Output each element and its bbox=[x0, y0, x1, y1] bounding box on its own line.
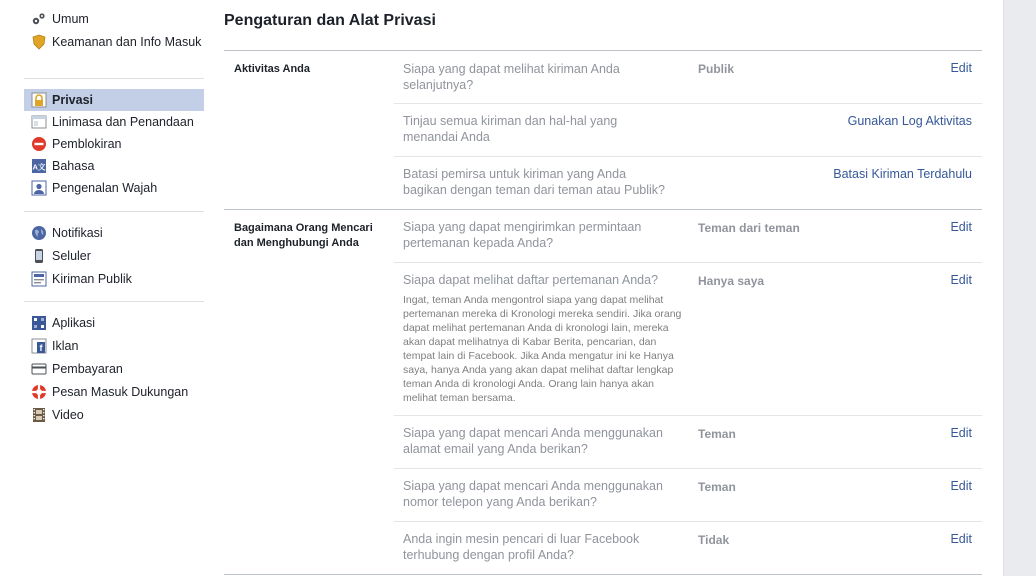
sidebar-group-general bbox=[24, 8, 204, 69]
setting-question: Siapa yang dapat mengirimkan permintaan pertemanan kepada Anda? bbox=[403, 220, 642, 250]
section-divider bbox=[224, 574, 982, 575]
shield-icon bbox=[31, 34, 47, 50]
sidebar-item-kiriman-publik[interactable] bbox=[24, 268, 204, 291]
sidebar-divider bbox=[24, 211, 204, 212]
setting-row-phone-lookup bbox=[394, 469, 982, 521]
setting-question: Tinjau semua kiriman dan hal-hal yang menandai Anda bbox=[403, 114, 618, 144]
lock-icon bbox=[31, 92, 47, 108]
sidebar-item-aplikasi[interactable] bbox=[24, 312, 204, 335]
setting-value: Teman bbox=[698, 480, 736, 494]
setting-value: Teman dari teman bbox=[698, 221, 800, 235]
page-title: Pengaturan dan Alat Privasi bbox=[224, 12, 436, 29]
sidebar-item-keamanan[interactable] bbox=[24, 31, 204, 69]
setting-question: Batasi pemirsa untuk kiriman yang Anda bagikan dengan teman dari teman atau Publik? bbox=[403, 167, 665, 197]
ads-icon bbox=[31, 338, 47, 354]
sidebar-group-privacy bbox=[24, 89, 204, 199]
section-title-cari-hubungi: Bagaimana Orang Mencari dan Menghubungi Anda bbox=[234, 222, 373, 249]
section-title-aktivitas: Aktivitas Anda bbox=[234, 63, 311, 75]
sidebar-item-iklan[interactable] bbox=[24, 335, 204, 358]
setting-value: Publik bbox=[698, 62, 735, 76]
sidebar-item-umum[interactable] bbox=[24, 8, 204, 31]
sidebar-item-pembayaran[interactable] bbox=[24, 358, 204, 381]
setting-question: Siapa yang dapat mencari Anda menggunakan nomor telepon yang Anda berikan? bbox=[403, 479, 663, 509]
face-icon bbox=[31, 180, 47, 196]
edit-link[interactable]: Edit bbox=[950, 479, 972, 493]
sidebar-item-bahasa[interactable] bbox=[24, 155, 204, 177]
setting-row-friends-list bbox=[394, 263, 982, 415]
sidebar-divider bbox=[24, 301, 204, 302]
sidebar-item-label: Video bbox=[52, 408, 84, 422]
language-icon bbox=[31, 158, 47, 174]
sidebar-item-label: Pesan Masuk Dukungan bbox=[52, 385, 189, 399]
svg-text:A文: A文 bbox=[32, 162, 46, 172]
sidebar-item-pengenalan-wajah[interactable] bbox=[24, 177, 204, 199]
setting-question: Siapa yang dapat mencari Anda menggunakan alamat email yang Anda berikan? bbox=[403, 426, 663, 456]
setting-row-post-audience bbox=[394, 51, 982, 103]
sidebar-item-label: Seluler bbox=[52, 249, 91, 263]
sidebar-item-label: Kiriman Publik bbox=[52, 272, 132, 286]
setting-row-activity-log bbox=[394, 104, 982, 156]
edit-link[interactable]: Edit bbox=[950, 273, 972, 287]
setting-question: Anda ingin mesin pencari di luar Facebook terhubung dengan profil Anda? bbox=[403, 532, 640, 562]
setting-note: Ingat, teman Anda mengontrol siapa yang dapat melihat pertemanan mereka di Kronologi mereka sendiri. Jika orang dapat melihat pertemanan Anda di kronologi lain, mereka akan dapat melihatnya di Kabar Berita, pencarian, dan tempat lain di Facebook. Jika Anda mengatur ini ke Hanya saya, hanya Anda yang akan dapat melihat daftar lengkap teman Anda di kronologi Anda. Orang lain hanya akan melihat teman bersama. bbox=[403, 294, 682, 404]
sidebar-item-label: Aplikasi bbox=[52, 316, 96, 330]
globe-icon bbox=[31, 225, 47, 241]
lifebuoy-icon bbox=[31, 384, 47, 400]
sidebar-item-privasi[interactable] bbox=[24, 89, 204, 111]
setting-question: Siapa yang dapat melihat kiriman Anda selanjutnya? bbox=[403, 62, 620, 92]
gears-icon bbox=[31, 11, 47, 27]
privacy-settings-panel bbox=[204, 0, 1004, 576]
block-icon bbox=[31, 136, 47, 152]
edit-link[interactable]: Edit bbox=[950, 220, 972, 234]
activity-log-link[interactable]: Gunakan Log Aktivitas bbox=[847, 114, 972, 128]
setting-value: Teman bbox=[698, 427, 736, 441]
sidebar-item-pesan-dukungan[interactable] bbox=[24, 381, 204, 404]
sidebar-item-label: Umum bbox=[52, 12, 89, 26]
sidebar-item-seluler[interactable] bbox=[24, 245, 204, 268]
setting-row-friend-requests bbox=[394, 210, 982, 262]
edit-link[interactable]: Edit bbox=[950, 426, 972, 440]
mobile-icon bbox=[31, 248, 47, 264]
svg-text:f: f bbox=[39, 343, 43, 353]
rss-icon bbox=[31, 271, 47, 287]
sidebar-item-label: Pembayaran bbox=[52, 362, 123, 376]
sidebar-item-label: Bahasa bbox=[52, 159, 95, 173]
sidebar-group-apps bbox=[24, 312, 204, 427]
film-icon bbox=[31, 407, 47, 423]
sidebar-divider bbox=[24, 78, 204, 79]
sidebar-item-pemblokiran[interactable] bbox=[24, 133, 204, 155]
sidebar-group-notifications bbox=[24, 222, 204, 291]
setting-row-limit-past-posts bbox=[394, 157, 982, 209]
edit-link[interactable]: Edit bbox=[950, 61, 972, 75]
setting-value: Tidak bbox=[698, 533, 730, 547]
setting-question: Siapa dapat melihat daftar pertemanan Anda? bbox=[403, 273, 659, 287]
sidebar-item-label: Notifikasi bbox=[52, 226, 103, 240]
sidebar-item-label: Iklan bbox=[52, 339, 79, 353]
card-icon bbox=[31, 361, 47, 377]
sidebar-item-label: Privasi bbox=[52, 93, 94, 107]
apps-icon bbox=[31, 315, 47, 331]
sidebar-item-label: Linimasa dan Penandaan bbox=[52, 115, 194, 129]
sidebar-item-video[interactable] bbox=[24, 404, 204, 427]
sidebar-item-notifikasi[interactable] bbox=[24, 222, 204, 245]
setting-value: Hanya saya bbox=[698, 274, 765, 288]
timeline-icon bbox=[31, 114, 47, 130]
sidebar-item-label: Keamanan dan Info Masuk bbox=[52, 35, 202, 49]
edit-link[interactable]: Edit bbox=[950, 532, 972, 546]
setting-row-search-engines bbox=[394, 522, 982, 574]
settings-sidebar bbox=[0, 0, 205, 576]
setting-row-email-lookup bbox=[394, 416, 982, 468]
sidebar-item-label: Pengenalan Wajah bbox=[52, 181, 158, 195]
limit-past-posts-link[interactable]: Batasi Kiriman Terdahulu bbox=[833, 167, 972, 181]
panel-border bbox=[1003, 0, 1004, 576]
sidebar-item-linimasa[interactable] bbox=[24, 111, 204, 133]
sidebar-item-label: Pemblokiran bbox=[52, 137, 122, 151]
